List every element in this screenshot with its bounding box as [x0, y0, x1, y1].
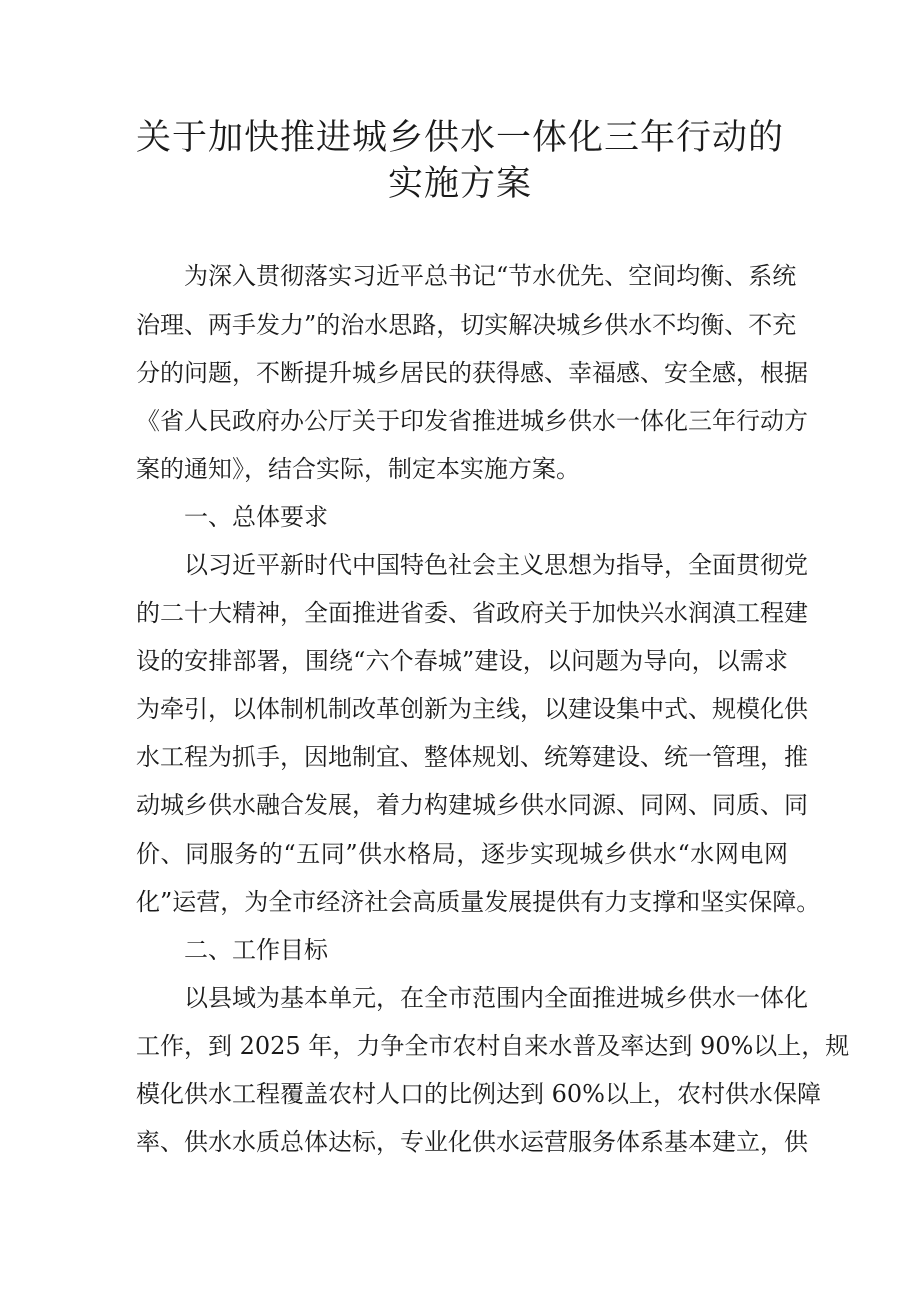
intro-line: 为深入贯彻落实习近平总书记“节水优先、空间均衡、系统 — [184, 262, 797, 290]
section-1-line: 价、同服务的“五同”供水格局，逐步实现城乡供水“水网电网 — [136, 840, 788, 868]
document-title-line-1: 关于加快推进城乡供水一体化三年行动的 — [135, 118, 784, 158]
section-2-line: 模化供水工程覆盖农村人口的比例达到 60%以上，农村供水保障 — [136, 1080, 821, 1108]
section-2-line: 工作，到 2025 年，力争全市农村自来水普及率达到 90%以上，规 — [136, 1032, 850, 1060]
intro-line: 分的问题，不断提升城乡居民的获得感、幸福感、安全感，根据 — [136, 359, 808, 387]
section-1-line: 设的安排部署，围绕“六个春城”建设，以问题为导向，以需求 — [136, 647, 788, 675]
section-1-line: 为牵引，以体制机制改革创新为主线，以建设集中式、规模化供 — [136, 695, 808, 723]
section-1-line: 以习近平新时代中国特色社会主义思想为指导，全面贯彻党 — [184, 551, 808, 579]
section-2-line: 率、供水水质总体达标，专业化供水运营服务体系基本建立，供 — [136, 1128, 808, 1156]
section-1-line: 化”运营，为全市经济社会高质量发展提供有力支撑和坚实保障。 — [136, 888, 821, 916]
section-2-line: 以县域为基本单元，在全市范围内全面推进城乡供水一体化 — [184, 984, 808, 1012]
section-1-line: 水工程为抓手，因地制宜、整体规划、统筹建设、统一管理，推 — [136, 743, 808, 771]
document-title-line-2: 实施方案 — [387, 164, 532, 204]
intro-line: 案的通知》，结合实际，制定本实施方案。 — [136, 455, 580, 483]
section-1-line: 的二十大精神，全面推进省委、省政府关于加快兴水润滇工程建 — [136, 599, 808, 627]
section-1-line: 动城乡供水融合发展，着力构建城乡供水同源、同网、同质、同 — [136, 791, 808, 819]
intro-line: 《省人民政府办公厅关于印发省推进城乡供水一体化三年行动方 — [136, 407, 808, 435]
intro-line: 治理、两手发力”的治水思路，切实解决城乡供水不均衡、不充 — [136, 311, 797, 339]
section-2-heading: 二、工作目标 — [184, 936, 328, 964]
section-1-heading: 一、总体要求 — [184, 503, 328, 531]
